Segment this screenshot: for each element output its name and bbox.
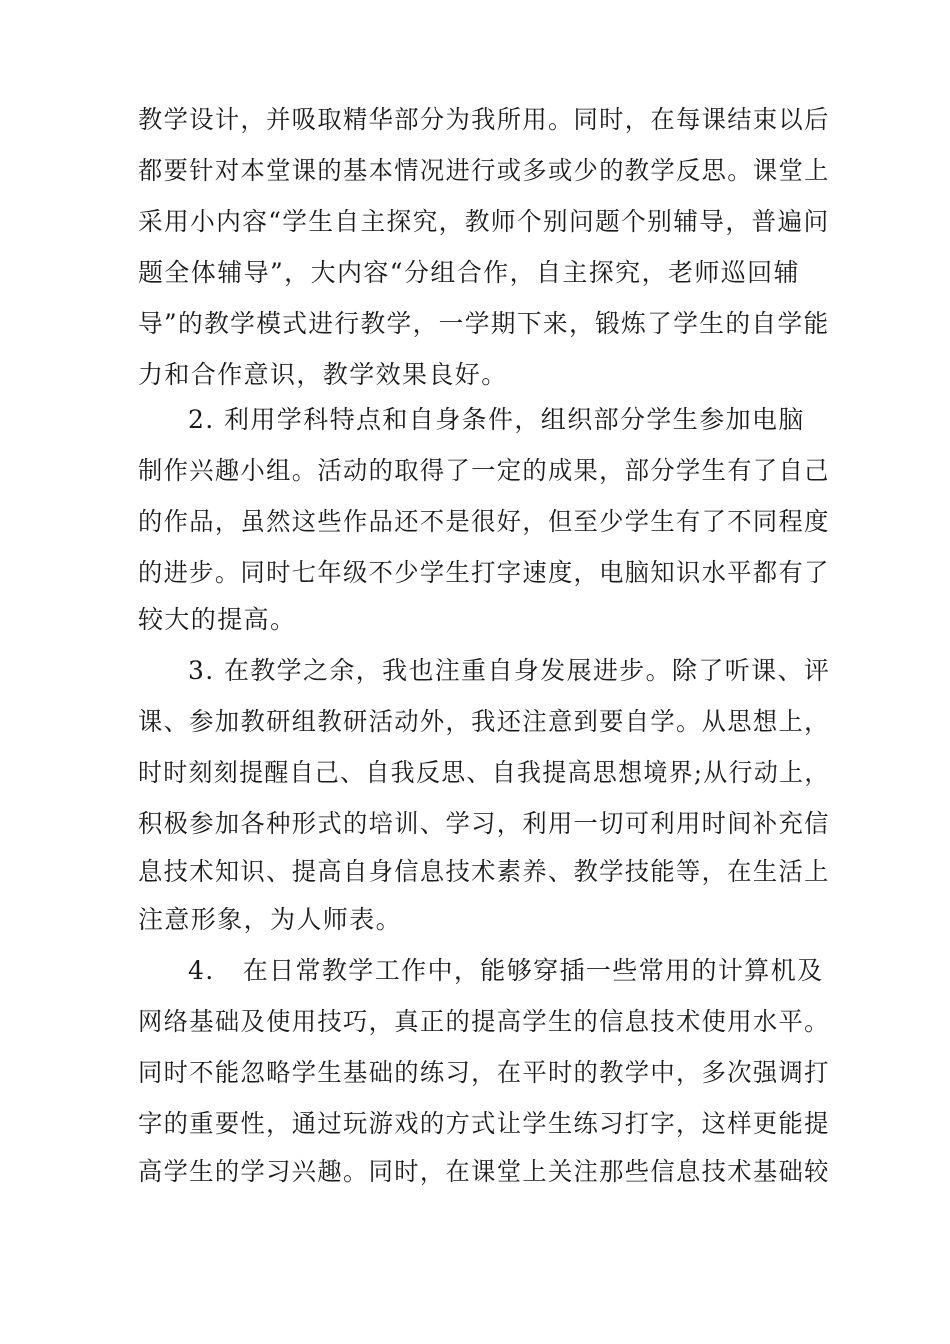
text-line: 的作品，虽然这些作品还不是很好，但至少学生有了不同程度 (138, 507, 830, 536)
text-line: 息技术知识、提高自身信息技术素养、教学技能等，在生活上 (138, 857, 830, 886)
text-line: 课、参加教研组教研活动外，我还注意到要自学。从思想上， (138, 707, 830, 736)
text-line: 教学设计，并吸取精华部分为我所用。同时，在每课结束以后 (138, 105, 830, 134)
text-line: 同时不能忽略学生基础的练习，在平时的教学中，多次强调打 (138, 1058, 830, 1087)
text-line: 高学生的学习兴趣。同时，在课堂上关注那些信息技术基础较 (138, 1157, 830, 1186)
text-line: 导”的教学模式进行教学，一学期下来，锻炼了学生的自学能 (138, 309, 830, 338)
text-line: 力和合作意识，教学效果良好。 (138, 360, 508, 389)
text-line: 采用小内容“学生自主探究，教师个别问题个别辅导，普遍问 (138, 207, 830, 236)
paragraph-first-line: 2. 利用学科特点和自身条件，组织部分学生参加电脑 (188, 405, 805, 434)
text-line: 制作兴趣小组。活动的取得了一定的成果，部分学生有了自己 (138, 456, 830, 485)
text-line: 时时刻刻提醒自己、自我反思、自我提高思想境界;从行动上， (138, 758, 830, 787)
text-line: 的进步。同时七年级不少学生打字速度，电脑知识水平都有了 (138, 558, 830, 587)
text-line: 字的重要性，通过玩游戏的方式让学生练习打字，这样更能提 (138, 1109, 830, 1138)
text-line: 注意形象，为人师表。 (138, 905, 403, 934)
text-line: 网络基础及使用技巧，真正的提高学生的信息技术使用水平。 (138, 1007, 830, 1036)
text-line: 积极参加各种形式的培训、学习，利用一切可利用时间补充信 (138, 809, 830, 838)
text-line: 都要针对本堂课的基本情况进行或多或少的教学反思。课堂上 (138, 156, 830, 185)
text-line: 题全体辅导”，大内容“分组合作，自主探究，老师巡回辅 (138, 258, 800, 287)
paragraph-first-line: 3. 在教学之余，我也注重自身发展进步。除了听课、评 (188, 656, 831, 685)
text-line: 较大的提高。 (138, 605, 297, 634)
paragraph-first-line: 4. 在日常教学工作中，能够穿插一些常用的计算机及 (188, 956, 824, 985)
